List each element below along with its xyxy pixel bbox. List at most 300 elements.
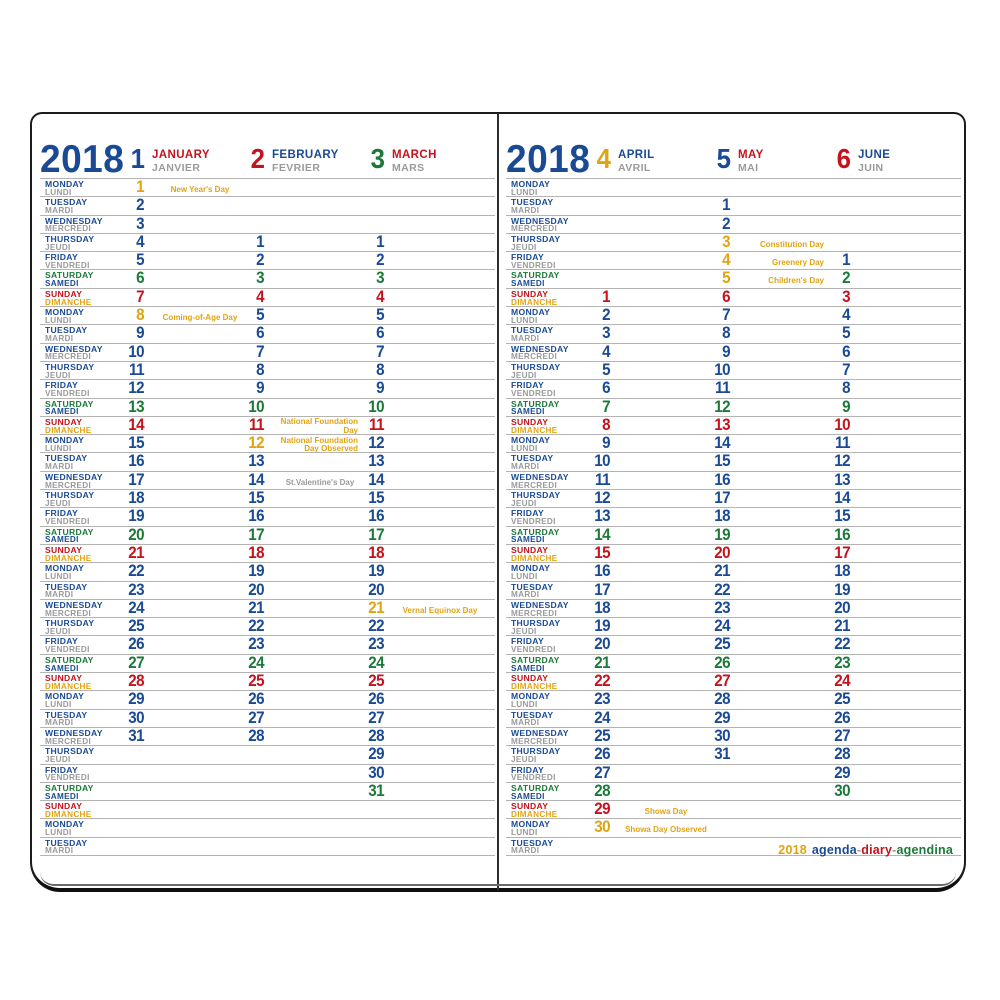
weekday-name-en: TUESDAY (45, 453, 88, 464)
day-number: 29 (128, 690, 144, 709)
day-number: 18 (368, 543, 384, 562)
day-number: 24 (714, 617, 730, 636)
day-number: 5 (256, 306, 264, 325)
day-number: 25 (368, 672, 384, 691)
weekday-name-fr: MARDI (511, 334, 540, 344)
day-number: 2 (136, 196, 144, 215)
weekday-label (45, 308, 84, 325)
holiday-note-line: St.Valentine's Day (285, 477, 355, 487)
calendar-row (40, 709, 495, 727)
day-number: 26 (714, 653, 730, 672)
day-number: 27 (594, 763, 610, 782)
day-number: 2 (256, 251, 264, 270)
day-number: 20 (594, 635, 610, 654)
calendar-row (506, 489, 961, 507)
weekday-name-en: WEDNESDAY (45, 471, 103, 482)
calendar-row (40, 635, 495, 653)
day-number: 2 (602, 306, 610, 325)
brand-footer-part: agenda (811, 842, 857, 857)
calendar-row (40, 581, 495, 599)
weekday-label (45, 418, 92, 435)
day-number: 21 (834, 617, 850, 636)
holiday-note (272, 479, 368, 488)
calendar-row (40, 764, 495, 782)
holiday-note-line: National Foundation (280, 435, 358, 445)
month-name (272, 150, 339, 173)
day-number: 8 (136, 306, 144, 325)
holiday-note (152, 186, 248, 195)
day-number: 22 (128, 562, 144, 581)
weekday-name-en: MONDAY (45, 435, 85, 446)
year-label-right: 2018 (506, 138, 591, 181)
day-number: 24 (368, 653, 384, 672)
calendar-row (40, 599, 495, 617)
calendar-row (40, 672, 495, 690)
weekday-name-en: MONDAY (511, 179, 551, 189)
day-number: 10 (248, 397, 264, 416)
weekday-label (45, 546, 92, 563)
month-number: 1 (130, 143, 144, 174)
calendar-row (40, 489, 495, 507)
weekday-label (45, 509, 90, 526)
day-number: 30 (128, 708, 144, 727)
holiday-note-line: Day Observed (304, 444, 358, 454)
weekday-name-en: MONDAY (511, 819, 551, 830)
holiday-note (272, 418, 368, 435)
day-number: 12 (248, 434, 264, 453)
weekday-label (45, 637, 90, 654)
weekday-name-en: TUESDAY (45, 837, 88, 848)
day-number: 6 (376, 324, 384, 343)
weekday-name-fr: VENDREDI (511, 645, 556, 655)
weekday-label (45, 290, 92, 307)
weekday-name-en: SUNDAY (511, 801, 549, 812)
day-number: 3 (602, 324, 610, 343)
calendar-row (40, 178, 495, 196)
calendar-row (506, 727, 961, 745)
day-number: 3 (376, 269, 384, 288)
day-number: 9 (256, 379, 264, 398)
calendar-row (506, 837, 961, 855)
day-number: 18 (128, 489, 144, 508)
month-name (858, 150, 890, 173)
weekday-name-fr: MARDI (45, 334, 74, 344)
day-number: 22 (248, 617, 264, 636)
calendar-row (40, 800, 495, 818)
day-number: 11 (249, 415, 264, 434)
day-number: 14 (368, 470, 384, 489)
weekday-name-fr: MERCREDI (45, 224, 92, 234)
weekday-name-fr: JEUDI (45, 755, 71, 764)
month-name-en: MAY (738, 149, 764, 161)
weekday-label (511, 839, 553, 856)
weekday-name-fr: MARDI (511, 206, 540, 216)
weekday-name-en: THURSDAY (511, 361, 561, 372)
calendar-row (506, 745, 961, 763)
day-number: 26 (834, 708, 850, 727)
day-number: 1 (602, 287, 610, 306)
month-name-en: JANUARY (152, 149, 210, 161)
day-number: 21 (248, 598, 264, 617)
weekday-name-en: SUNDAY (511, 416, 549, 427)
day-number: 23 (834, 653, 850, 672)
calendar-row (506, 690, 961, 708)
month-headers-left (40, 114, 495, 181)
weekday-label (45, 381, 90, 398)
day-number: 3 (136, 214, 144, 233)
weekday-name-fr: MERCREDI (511, 608, 558, 618)
weekday-label (511, 802, 558, 819)
weekday-name-fr: DIMANCHE (45, 681, 92, 691)
holiday-note (738, 277, 834, 286)
day-number: 26 (594, 745, 610, 764)
month-number: 2 (250, 143, 264, 174)
weekday-name-fr: DIMANCHE (511, 297, 558, 307)
day-number: 10 (834, 415, 850, 434)
weekday-label (45, 674, 92, 691)
calendar-row (506, 581, 961, 599)
day-number: 6 (136, 269, 144, 288)
day-number: 23 (248, 635, 264, 654)
day-number: 10 (594, 452, 610, 471)
weekday-label (45, 711, 87, 728)
day-number: 7 (722, 306, 730, 325)
day-number: 28 (594, 781, 610, 800)
calendar-row (506, 818, 961, 836)
weekday-name-fr: JEUDI (45, 498, 71, 508)
day-number: 18 (834, 562, 850, 581)
weekday-label (511, 235, 560, 252)
weekday-name-fr: LUNDI (511, 187, 538, 197)
brand-footer (778, 843, 953, 857)
day-number: 15 (368, 489, 384, 508)
day-number: 9 (602, 434, 610, 453)
day-number: 24 (834, 672, 850, 691)
day-number: 7 (376, 342, 384, 361)
day-number: 29 (368, 745, 384, 764)
day-number: 12 (834, 452, 850, 471)
day-number: 23 (594, 690, 610, 709)
weekday-label (45, 802, 92, 819)
calendar-row (40, 306, 495, 324)
weekday-name-fr: SAMEDI (511, 791, 545, 801)
month-name-en: FEBRUARY (272, 149, 339, 161)
weekday-name-fr: SAMEDI (511, 279, 545, 289)
day-number: 10 (714, 360, 730, 379)
weekday-name-fr: LUNDI (45, 443, 72, 453)
calendar-row (40, 196, 495, 214)
weekday-name-en: WEDNESDAY (45, 599, 103, 610)
weekday-label (511, 766, 556, 783)
calendar-row (506, 288, 961, 306)
month-number: 5 (716, 143, 730, 174)
day-number: 14 (594, 525, 610, 544)
day-number: 6 (256, 324, 264, 343)
day-number: 15 (248, 489, 264, 508)
weekday-label (511, 546, 558, 563)
day-number: 8 (256, 360, 264, 379)
weekday-name-en: MONDAY (45, 307, 85, 318)
day-number: 18 (594, 598, 610, 617)
weekday-label (511, 674, 558, 691)
day-number: 3 (256, 269, 264, 288)
weekday-name-en: MONDAY (45, 179, 85, 189)
calendar-row (40, 434, 495, 452)
day-number: 14 (128, 415, 144, 434)
weekday-name-fr: JEUDI (511, 626, 537, 636)
weekday-label (45, 436, 84, 453)
day-number: 27 (248, 708, 264, 727)
weekday-name-fr: JEUDI (45, 370, 71, 380)
day-number: 17 (128, 470, 144, 489)
weekday-name-fr: VENDREDI (511, 773, 556, 783)
calendar-row (40, 288, 495, 306)
weekday-name-en: FRIDAY (45, 380, 78, 391)
day-number: 22 (594, 672, 610, 691)
day-number: 11 (715, 379, 730, 398)
weekday-name-fr: MERCREDI (511, 224, 558, 234)
calendar-row (40, 343, 495, 361)
weekday-label (45, 363, 94, 380)
weekday-name-en: SUNDAY (45, 544, 83, 555)
holiday-note-line: Showa Day Observed (625, 825, 707, 835)
day-number: 24 (128, 598, 144, 617)
day-number: 20 (714, 543, 730, 562)
weekday-name-en: SATURDAY (45, 526, 94, 537)
weekday-name-en: FRIDAY (511, 380, 544, 391)
weekday-name-fr: JEUDI (511, 370, 537, 380)
weekday-name-en: WEDNESDAY (511, 599, 569, 610)
weekday-label (45, 564, 84, 581)
day-number: 25 (594, 726, 610, 745)
day-number: 28 (248, 726, 264, 745)
calendar-row (506, 635, 961, 653)
day-number: 17 (368, 525, 384, 544)
weekday-name-en: THURSDAY (511, 618, 561, 629)
day-number: 12 (594, 489, 610, 508)
day-number: 12 (368, 434, 384, 453)
weekday-label (45, 180, 84, 197)
month-name-fr: MARS (392, 161, 425, 174)
day-number: 1 (722, 196, 730, 215)
weekday-name-fr: LUNDI (511, 828, 538, 838)
calendar-row (506, 452, 961, 470)
weekday-name-en: TUESDAY (511, 325, 554, 336)
day-number: 1 (136, 178, 144, 196)
day-number: 21 (128, 543, 144, 562)
day-number: 20 (834, 598, 850, 617)
calendar-row (40, 745, 495, 763)
calendar-grid-right (506, 178, 961, 856)
weekday-name-fr: SAMEDI (511, 407, 545, 417)
weekday-name-fr: DIMANCHE (511, 425, 558, 435)
weekday-name-en: THURSDAY (45, 746, 95, 757)
day-number: 6 (842, 342, 850, 361)
day-number: 30 (368, 763, 384, 782)
day-number: 18 (714, 507, 730, 526)
holiday-note (738, 241, 834, 250)
month-name-en: APRIL (618, 149, 655, 161)
weekday-name-en: FRIDAY (45, 636, 78, 647)
day-number: 20 (128, 525, 144, 544)
weekday-name-en: SATURDAY (45, 398, 94, 409)
weekday-label (45, 253, 90, 270)
day-number: 3 (722, 232, 730, 251)
calendar-row (40, 416, 495, 434)
weekday-name-en: SUNDAY (45, 416, 83, 427)
weekday-name-fr: LUNDI (511, 572, 538, 582)
weekday-name-fr: SAMEDI (45, 535, 79, 545)
weekday-label (511, 692, 550, 709)
holiday-note-line: Constitution Day (760, 239, 824, 249)
calendar-row (40, 452, 495, 470)
weekday-name-fr: VENDREDI (45, 645, 90, 655)
weekday-name-en: SATURDAY (45, 270, 94, 281)
calendar-row (506, 562, 961, 580)
weekday-label (511, 253, 556, 270)
brand-footer-part: - (892, 842, 897, 857)
weekday-name-fr: VENDREDI (511, 260, 556, 270)
day-number: 15 (834, 507, 850, 526)
day-number: 28 (714, 690, 730, 709)
weekday-name-en: MONDAY (45, 691, 85, 702)
day-number: 8 (376, 360, 384, 379)
weekday-label (511, 271, 560, 288)
weekday-name-fr: LUNDI (45, 572, 72, 582)
day-number: 15 (128, 434, 144, 453)
day-number: 7 (136, 287, 144, 306)
weekday-name-fr: MARDI (511, 590, 540, 600)
weekday-name-fr: DIMANCHE (511, 681, 558, 691)
weekday-name-fr: LUNDI (511, 315, 538, 325)
day-number: 29 (714, 708, 730, 727)
day-number: 23 (714, 598, 730, 617)
calendar-row (506, 324, 961, 342)
calendar-row (506, 507, 961, 525)
month-name (738, 150, 764, 173)
month-name (152, 150, 210, 173)
weekday-label (45, 235, 94, 252)
day-number: 22 (834, 635, 850, 654)
holiday-note-line: Greenery Day (771, 258, 824, 268)
day-number: 11 (835, 434, 850, 453)
weekday-label (511, 784, 560, 801)
day-number: 1 (842, 251, 850, 270)
weekday-label (511, 418, 558, 435)
weekday-label (511, 180, 550, 197)
weekday-label (45, 583, 87, 600)
weekday-name-en: FRIDAY (45, 252, 78, 263)
day-number: 28 (368, 726, 384, 745)
weekday-name-en: WEDNESDAY (511, 215, 569, 226)
weekday-name-en: SATURDAY (45, 654, 94, 665)
weekday-name-fr: LUNDI (45, 828, 72, 838)
day-number: 17 (834, 543, 850, 562)
weekday-name-en: FRIDAY (511, 636, 544, 647)
day-number: 19 (834, 580, 850, 599)
holiday-note-line: Vernal Equinox Day (402, 605, 478, 615)
weekday-label (511, 454, 553, 471)
calendar-row (506, 379, 961, 397)
weekday-name-en: THURSDAY (511, 746, 561, 757)
month-name (392, 150, 437, 173)
day-number: 27 (368, 708, 384, 727)
weekday-name-fr: SAMEDI (45, 791, 79, 801)
weekday-name-en: SUNDAY (45, 801, 83, 812)
calendar-row (506, 544, 961, 562)
day-number: 28 (128, 672, 144, 691)
weekday-name-en: THURSDAY (45, 490, 95, 501)
day-number: 16 (368, 507, 384, 526)
month-name-fr: JUIN (858, 161, 884, 174)
day-number: 16 (594, 562, 610, 581)
weekday-name-fr: MARDI (511, 846, 540, 856)
month-number: 4 (596, 143, 610, 174)
weekday-name-fr: MERCREDI (45, 608, 92, 618)
day-number: 5 (602, 360, 610, 379)
day-number: 9 (376, 379, 384, 398)
calendar-row (506, 617, 961, 635)
weekday-name-en: FRIDAY (511, 764, 544, 775)
day-number: 16 (834, 525, 850, 544)
weekday-label (45, 400, 94, 417)
weekday-label (511, 820, 550, 837)
month-name (618, 150, 655, 173)
day-number: 4 (256, 287, 264, 306)
calendar-row (506, 215, 961, 233)
day-number: 14 (834, 489, 850, 508)
weekday-name-fr: DIMANCHE (45, 297, 92, 307)
day-number: 5 (376, 306, 384, 325)
day-number: 16 (128, 452, 144, 471)
calendar-row (40, 233, 495, 251)
weekday-label (45, 619, 94, 636)
weekday-label (511, 637, 556, 654)
day-number: 4 (842, 306, 850, 325)
weekday-name-en: MONDAY (511, 435, 551, 446)
month-name-en: MARCH (392, 149, 437, 161)
weekday-name-fr: DIMANCHE (45, 425, 92, 435)
weekday-name-fr: VENDREDI (45, 260, 90, 270)
weekday-name-fr: DIMANCHE (45, 809, 92, 819)
weekday-name-fr: DIMANCHE (511, 809, 558, 819)
weekday-name-en: FRIDAY (511, 252, 544, 263)
day-number: 21 (368, 598, 384, 617)
day-number: 13 (368, 452, 384, 471)
calendar-row (506, 709, 961, 727)
weekday-label (511, 564, 550, 581)
month-name-fr: JANVIER (152, 161, 201, 174)
holiday-note (738, 259, 834, 268)
weekday-name-en: SUNDAY (45, 673, 83, 684)
month-name-en: JUNE (858, 149, 891, 161)
weekday-name-en: TUESDAY (511, 197, 554, 208)
calendar-row (506, 526, 961, 544)
weekday-name-en: FRIDAY (45, 508, 78, 519)
calendar-row (506, 782, 961, 800)
weekday-name-en: TUESDAY (511, 453, 554, 464)
day-number: 19 (594, 617, 610, 636)
calendar-row (40, 251, 495, 269)
calendar-row (40, 507, 495, 525)
weekday-name-fr: MARDI (511, 462, 540, 472)
holiday-note (618, 826, 714, 835)
weekday-name-en: TUESDAY (45, 709, 88, 720)
month-number: 6 (836, 143, 850, 174)
day-number: 13 (714, 415, 730, 434)
weekday-label (511, 711, 553, 728)
weekday-name-en: TUESDAY (511, 709, 554, 720)
